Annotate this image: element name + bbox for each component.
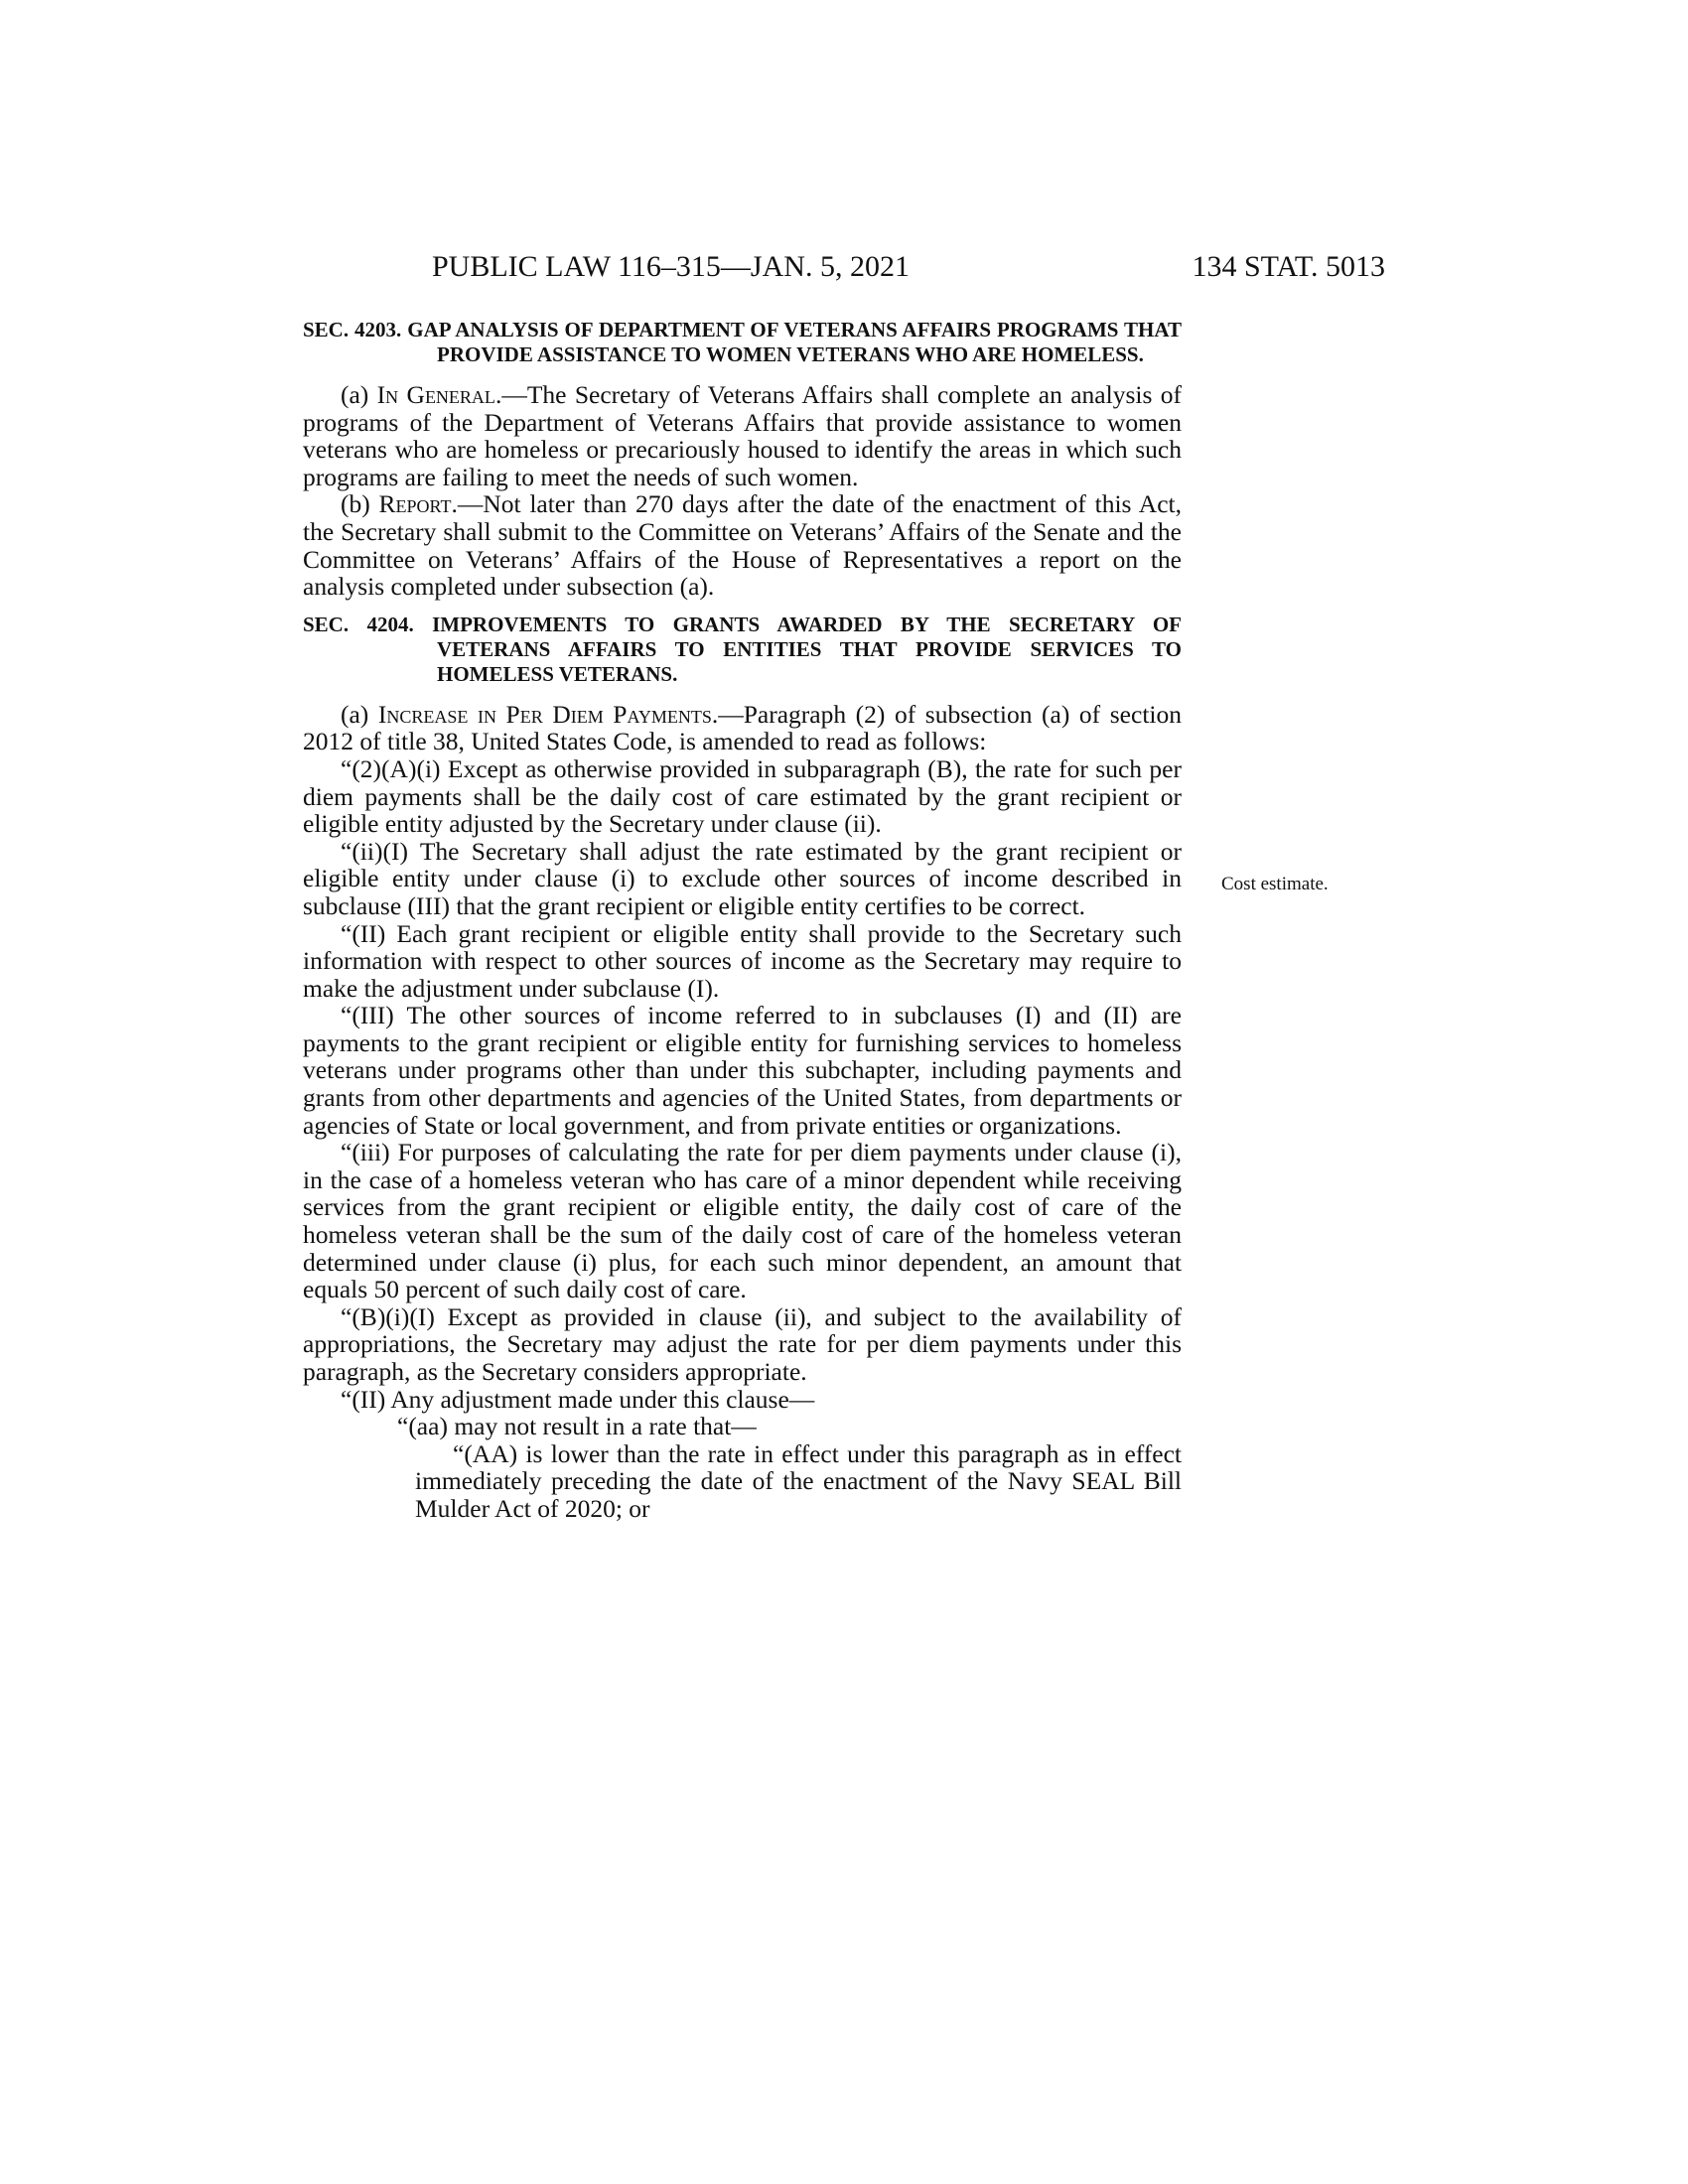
subsection-title: In General [376, 380, 495, 409]
quoted-clause-iii: “(iii) For purposes of calculating the rate for per diem payments under clause (i), in the case of a homeless veteran who has care of a minor dependent while receiving services from the grant recipient or eligible entity, the daily cost of care of the homeless veteran shall be the sum of the daily cost of care of the homeless veteran determined under clause (i) plus, for each such minor dependent, an amount that equals 50 percent of such daily cost of care. [303, 1138, 1182, 1304]
subsection-text: .—The Secretary of Veterans Affairs shall complete an analysis of programs of the Department of Veterans Affairs that provide assistance to women veterans who are homeless or precariously housed to identify the areas in which such programs are failing to meet the needs of such women. [303, 380, 1182, 491]
subsection-text: .—Paragraph (2) of subsection (a) of section 2012 of title 38, United States Code, is amended to read as follows: [303, 699, 1182, 756]
section-4203-subsection-a [303, 381, 1182, 490]
section-4203-subsection-b [303, 490, 1182, 600]
subsection-text: .—Not later than 270 days after the date of the enactment of this Act, the Secretary shall submit to the Committee on Veterans’ Affairs of the Senate and the Committee on Veterans’ Affairs of the House of Representatives a report on the analysis completed under subsection (a). [303, 489, 1183, 602]
quoted-item-aa: “(aa) may not result in a rate that— [397, 1412, 757, 1441]
page-header [432, 250, 1385, 290]
public-law-citation: PUBLIC LAW 116–315—JAN. 5, 2021 [432, 250, 910, 283]
subsection-title: Report [378, 489, 452, 519]
quoted-subclause-II: “(II) Each grant recipient or eligible entity shall provide to the Secretary such information with respect to other sources of income as the Secretary may require to make the adjustment under subclause (I). [303, 918, 1182, 1003]
document-body [303, 318, 1182, 1523]
subsection-label: (b) [341, 489, 379, 519]
statute-page-number: 134 STAT. 5013 [1192, 250, 1385, 283]
subsection-label: (a) [341, 380, 377, 409]
subsection-title: Increase in Per Diem Payments [377, 699, 712, 729]
quoted-subparagraph-B-i-I: “(B)(i)(I) Except as provided in clause (ii), and subject to the availability of appropriations, the Secretary may adjust the rate for per diem payments under this paragraph, as the Secretary considers appropriate. [303, 1301, 1182, 1386]
section-4203-heading: SEC. 4203. GAP ANALYSIS OF DEPARTMENT OF VETERANS AFFAIRS PROGRAMS THAT PROVIDE ASSISTANCE TO WOMEN VETERANS WHO ARE HOMELESS. [303, 318, 1182, 366]
quoted-subclause-II-adjustment: “(II) Any adjustment made under this clause— [341, 1384, 815, 1414]
subsection-label: (a) [341, 699, 378, 729]
margin-note-cost-estimate: Cost estimate. [1221, 874, 1329, 894]
section-4204-heading: SEC. 4204. IMPROVEMENTS TO GRANTS AWARDED BY THE SECRETARY OF VETERANS AFFAIRS TO ENTITIES THAT PROVIDE SERVICES TO HOMELESS VETERANS. [303, 612, 1182, 686]
section-4204-subsection-a [303, 701, 1182, 755]
quoted-subclause-III: “(III) The other sources of income referred to in subclauses (I) and (II) are payments to the grant recipient or eligible entity for furnishing services to homeless veterans under programs other than under this subchapter, including payments and grants from other departments and agencies of the United States, from departments or agencies of State or local government, and from private entities or organizations. [303, 1001, 1182, 1140]
quoted-subitem-AA: “(AA) is lower than the rate in effect under this paragraph as in effect immediately preceding the date of the enactment of the Navy SEAL Bill Mulder Act of 2020; or [415, 1438, 1182, 1523]
quoted-paragraph-2-a-i: “(2)(A)(i) Except as otherwise provided in subparagraph (B), the rate for such per diem payments shall be the daily cost of care estimated by the grant recipient or eligible entity adjusted by the Secretary under clause (ii). [303, 753, 1182, 839]
quoted-clause-ii-I: “(ii)(I) The Secretary shall adjust the rate estimated by the grant recipient or eligible entity under clause (i) to exclude other sources of income described in subclause (III) that the grant recipient or eligible entity certifies to be correct. [303, 836, 1182, 920]
